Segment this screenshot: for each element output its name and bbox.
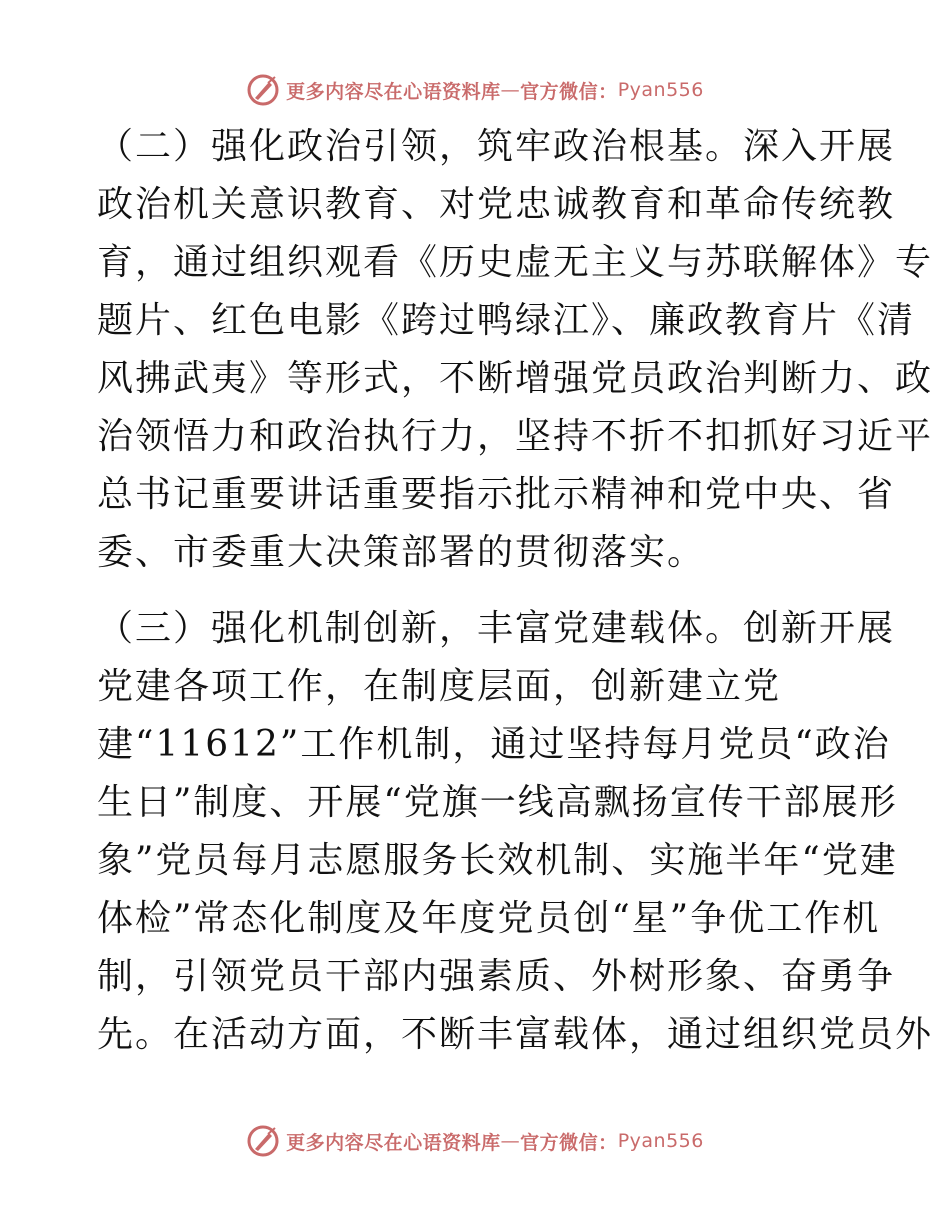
paragraph-line: 委、市委重大决策部署的贯彻落实。: [97, 532, 706, 573]
watermark-separator: —: [500, 1130, 521, 1152]
paragraph-line: 象”党员每月志愿服务长效机制、实施半年“党建: [97, 840, 898, 881]
paragraph-line: 题片、红色电影《跨过鸭绿江》、廉政教育片《清: [97, 300, 916, 341]
paragraph-three: [97, 600, 934, 1064]
paragraph-line: （二）强化政治引领，筑牢政治根基。深入开展: [97, 126, 896, 167]
paragraph-line: 育，通过组织观看《历史虚无主义与苏联解体》专: [97, 242, 934, 283]
quill-circle-logo-icon: [246, 73, 280, 107]
paragraph-line: 制，引领党员干部内强素质、外树形象、奋勇争: [97, 956, 896, 997]
header-watermark: [0, 70, 950, 110]
watermark-wechat-id: Pyan556: [617, 79, 704, 101]
watermark-wechat-id: Pyan556: [617, 1130, 704, 1152]
paragraph-line: 风拂武夷》等形式，不断增强党员政治判断力、政: [97, 358, 934, 399]
watermark-wechat-label: 官方微信：: [520, 80, 618, 103]
paragraph-line: （三）强化机制创新，丰富党建载体。创新开展: [97, 608, 896, 649]
paragraph-line: 先。在活动方面，不断丰富载体，通过组织党员外: [97, 1014, 934, 1055]
paragraph-line: 生日”制度、开展“党旗一线高飘扬宣传干部展形: [97, 782, 898, 823]
paragraph-line: 总书记重要讲话重要指示批示精神和党中央、省: [97, 474, 896, 515]
watermark-text: 更多内容尽在心语资料库: [286, 1131, 501, 1154]
paragraph-line: 体检”常态化制度及年度党员创“星”争优工作机: [97, 898, 881, 939]
paragraph-line: 治领悟力和政治执行力，坚持不折不扣抓好习近平: [97, 416, 934, 457]
paragraph-line: 建“11612”工作机制，通过坚持每月党员“政治: [97, 724, 891, 765]
watermark-text: 更多内容尽在心语资料库: [286, 80, 501, 103]
paragraph-line: 党建各项工作，在制度层面，创新建立党: [97, 666, 782, 707]
watermark-wechat-label: 官方微信：: [520, 1131, 618, 1154]
paragraph-line: 政治机关意识教育、对党忠诚教育和革命传统教: [97, 184, 896, 225]
quill-circle-logo-icon: [246, 1124, 280, 1158]
paragraph-two: [97, 118, 934, 582]
watermark-separator: —: [500, 79, 521, 101]
footer-watermark: [0, 1121, 950, 1161]
